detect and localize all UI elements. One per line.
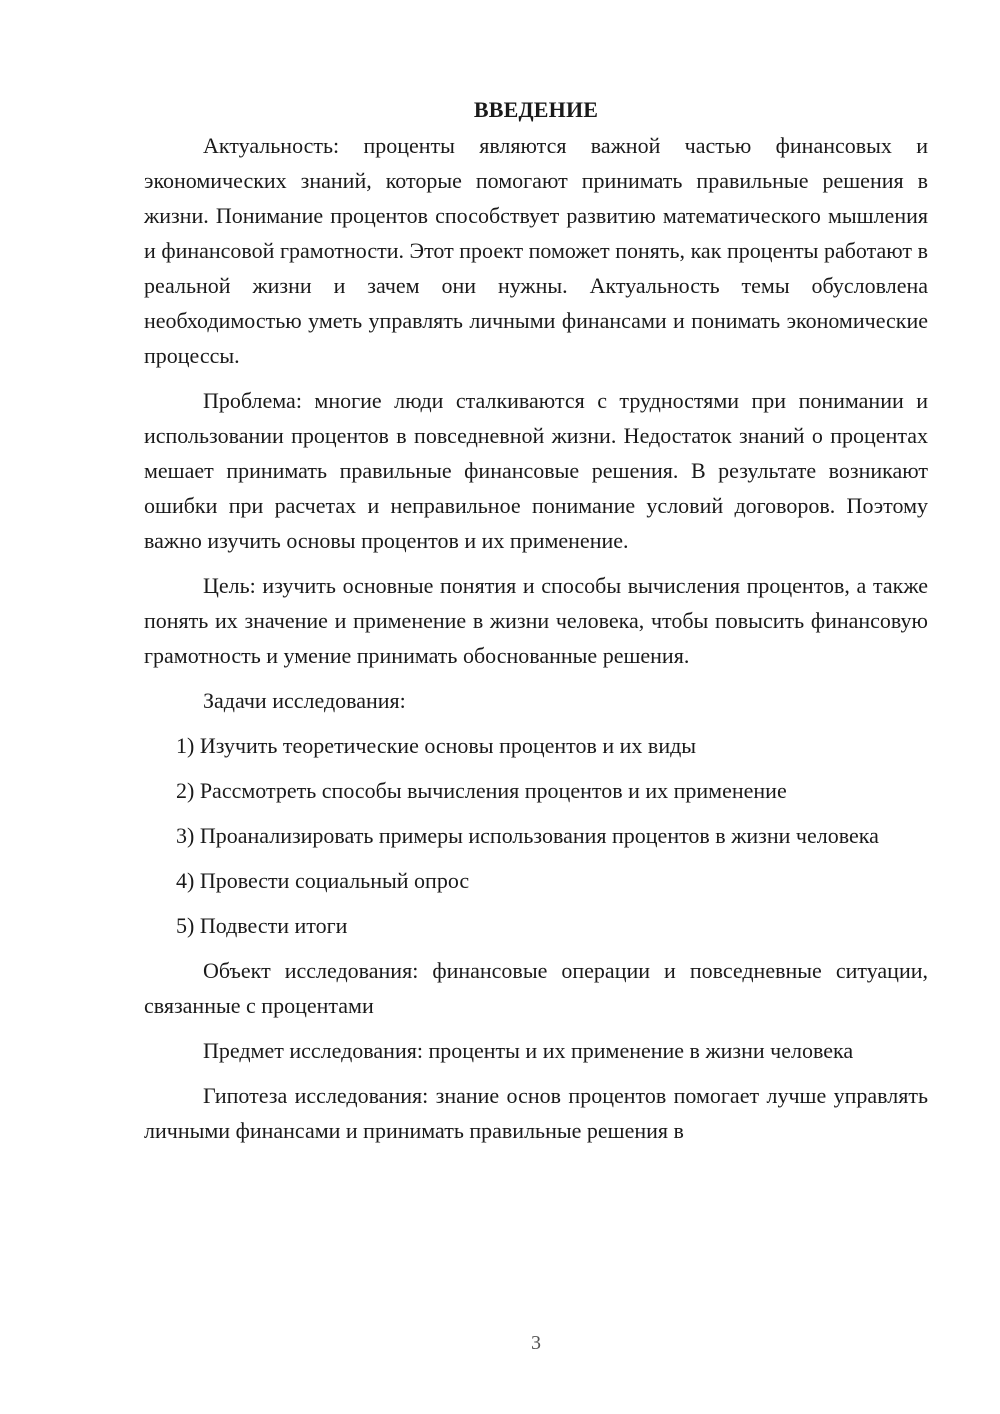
task-item-2: 2) Рассмотреть способы вычисления процентов и их применение <box>176 778 787 803</box>
paragraph-hypothesis: Гипотеза исследования: знание основ процентов помогает лучше управлять личными финансами и принимать правильные решения в <box>144 1083 928 1143</box>
section-title: ВВЕДЕНИЕ <box>473 97 599 122</box>
document-page <box>144 92 928 1158</box>
paragraph-subject: Предмет исследования: проценты и их применение в жизни человека <box>203 1038 854 1063</box>
page-number: 3 <box>531 1332 541 1354</box>
paragraph-problem: Проблема: многие люди сталкиваются с трудностями при понимании и использовании процентов в повседневной жизни. Недостаток знаний о процентах мешает принимать правильные финансовые решения. В результате возникают ошибки при расчетах и неправильное понимание условий договоров. Поэтому важно изучить основы процентов и их применение. <box>144 388 928 553</box>
paragraph-goal: Цель: изучить основные понятия и способы вычисления процентов, а также понять их значение и применение в жизни человека, чтобы повысить финансовую грамотность и умение принимать обоснованные решения. <box>144 573 928 668</box>
task-item-1: 1) Изучить теоретические основы процентов и их виды <box>176 733 697 758</box>
task-item-3: 3) Проанализировать примеры использования процентов в жизни человека <box>176 823 879 848</box>
tasks-heading: Задачи исследования: <box>203 688 406 713</box>
paragraph-object: Объект исследования: финансовые операции и повседневные ситуации, связанные с процентами <box>144 958 928 1018</box>
paragraph-relevance: Актуальность: проценты являются важной частью финансовых и экономических знаний, которые помогают принимать правильные решения в жизни. Понимание процентов способствует развитию математического мышления и финансовой грамотности. Этот проект поможет понять, как проценты работают в реальной жизни и зачем они нужны. Актуальность темы обусловлена необходимостью уметь управлять личными финансами и понимать экономические процессы. <box>144 133 928 368</box>
task-item-4: 4) Провести социальный опрос <box>176 868 470 893</box>
task-item-5: 5) Подвести итоги <box>176 913 348 938</box>
